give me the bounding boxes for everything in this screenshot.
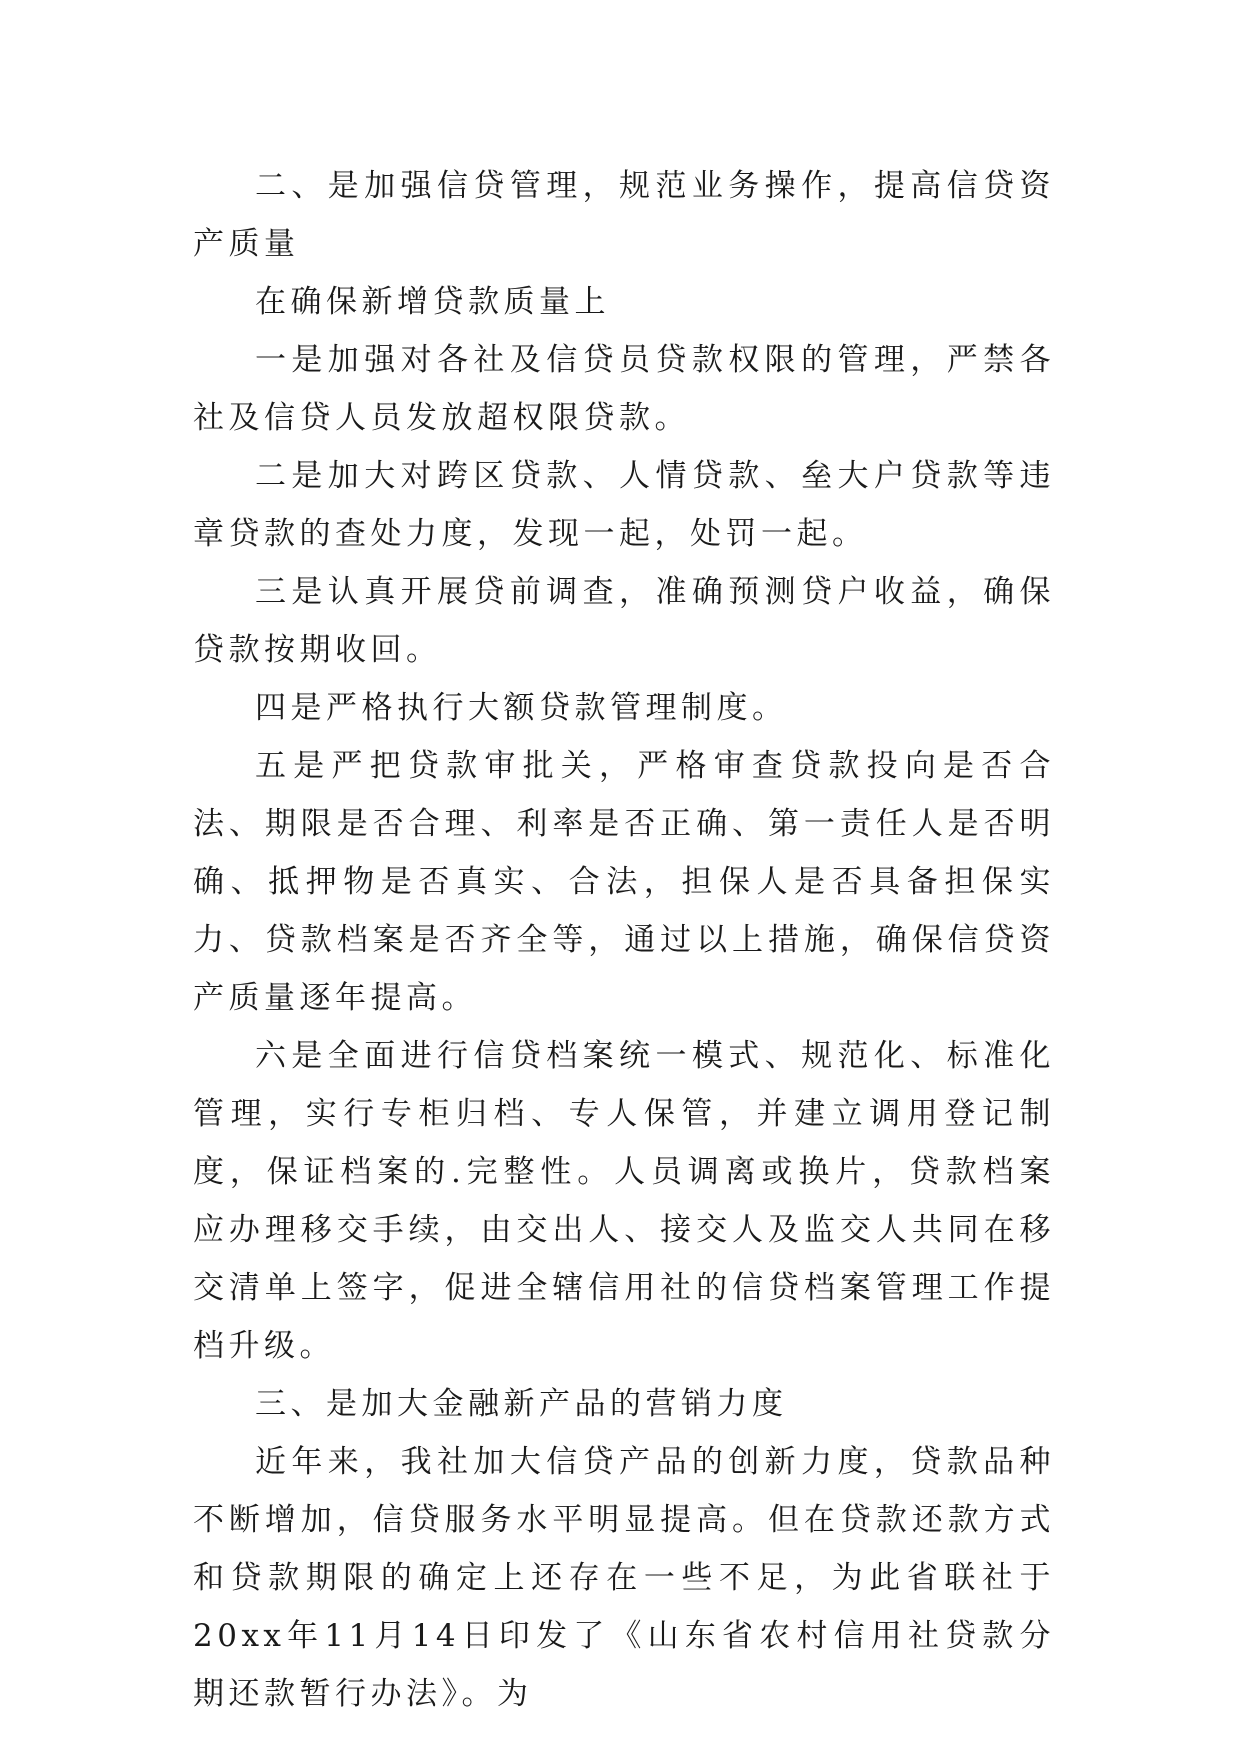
paragraph: 三、是加大金融新产品的营销力度 <box>255 1386 788 1422</box>
paragraph: 二、是加强信贷管理，规范业务操作，提高信贷资产质量 <box>193 168 1055 262</box>
paragraph: 四是严格执行大额贷款管理制度。 <box>255 690 788 726</box>
paragraph: 六是全面进行信贷档案统一模式、规范化、标准化管理，实行专柜归档、专人保管，并建立调用登记制度，保证档案的.完整性。人员调离或换片，贷款档案应办理移交手续，由交出人、接交人及监交人共同在移交清单上签字，促进全辖信用社的信贷档案管理工作提档升级。 <box>193 1038 1055 1364</box>
paragraph: 一是加强对各社及信贷员贷款权限的管理，严禁各社及信贷人员发放超权限贷款。 <box>193 342 1055 436</box>
paragraph: 在确保新增贷款质量上 <box>255 284 610 320</box>
document-body <box>193 157 1055 1723</box>
paragraph: 五是严把贷款审批关，严格审查贷款投向是否合法、期限是否合理、利率是否正确、第一责任人是否明确、抵押物是否真实、合法，担保人是否具备担保实力、贷款档案是否齐全等，通过以上措施，确保信贷资产质量逐年提高。 <box>193 748 1055 1016</box>
paragraph: 三是认真开展贷前调查，准确预测贷户收益，确保贷款按期收回。 <box>193 574 1055 668</box>
paragraph: 二是加大对跨区贷款、人情贷款、垒大户贷款等违章贷款的查处力度，发现一起，处罚一起。 <box>193 458 1055 552</box>
paragraph: 近年来，我社加大信贷产品的创新力度，贷款品种不断增加，信贷服务水平明显提高。但在贷款还款方式和贷款期限的确定上还存在一些不足，为此省联社于20xx年11月14日印发了《山东省农村信用社贷款分期还款暂行办法》。为 <box>193 1444 1055 1712</box>
